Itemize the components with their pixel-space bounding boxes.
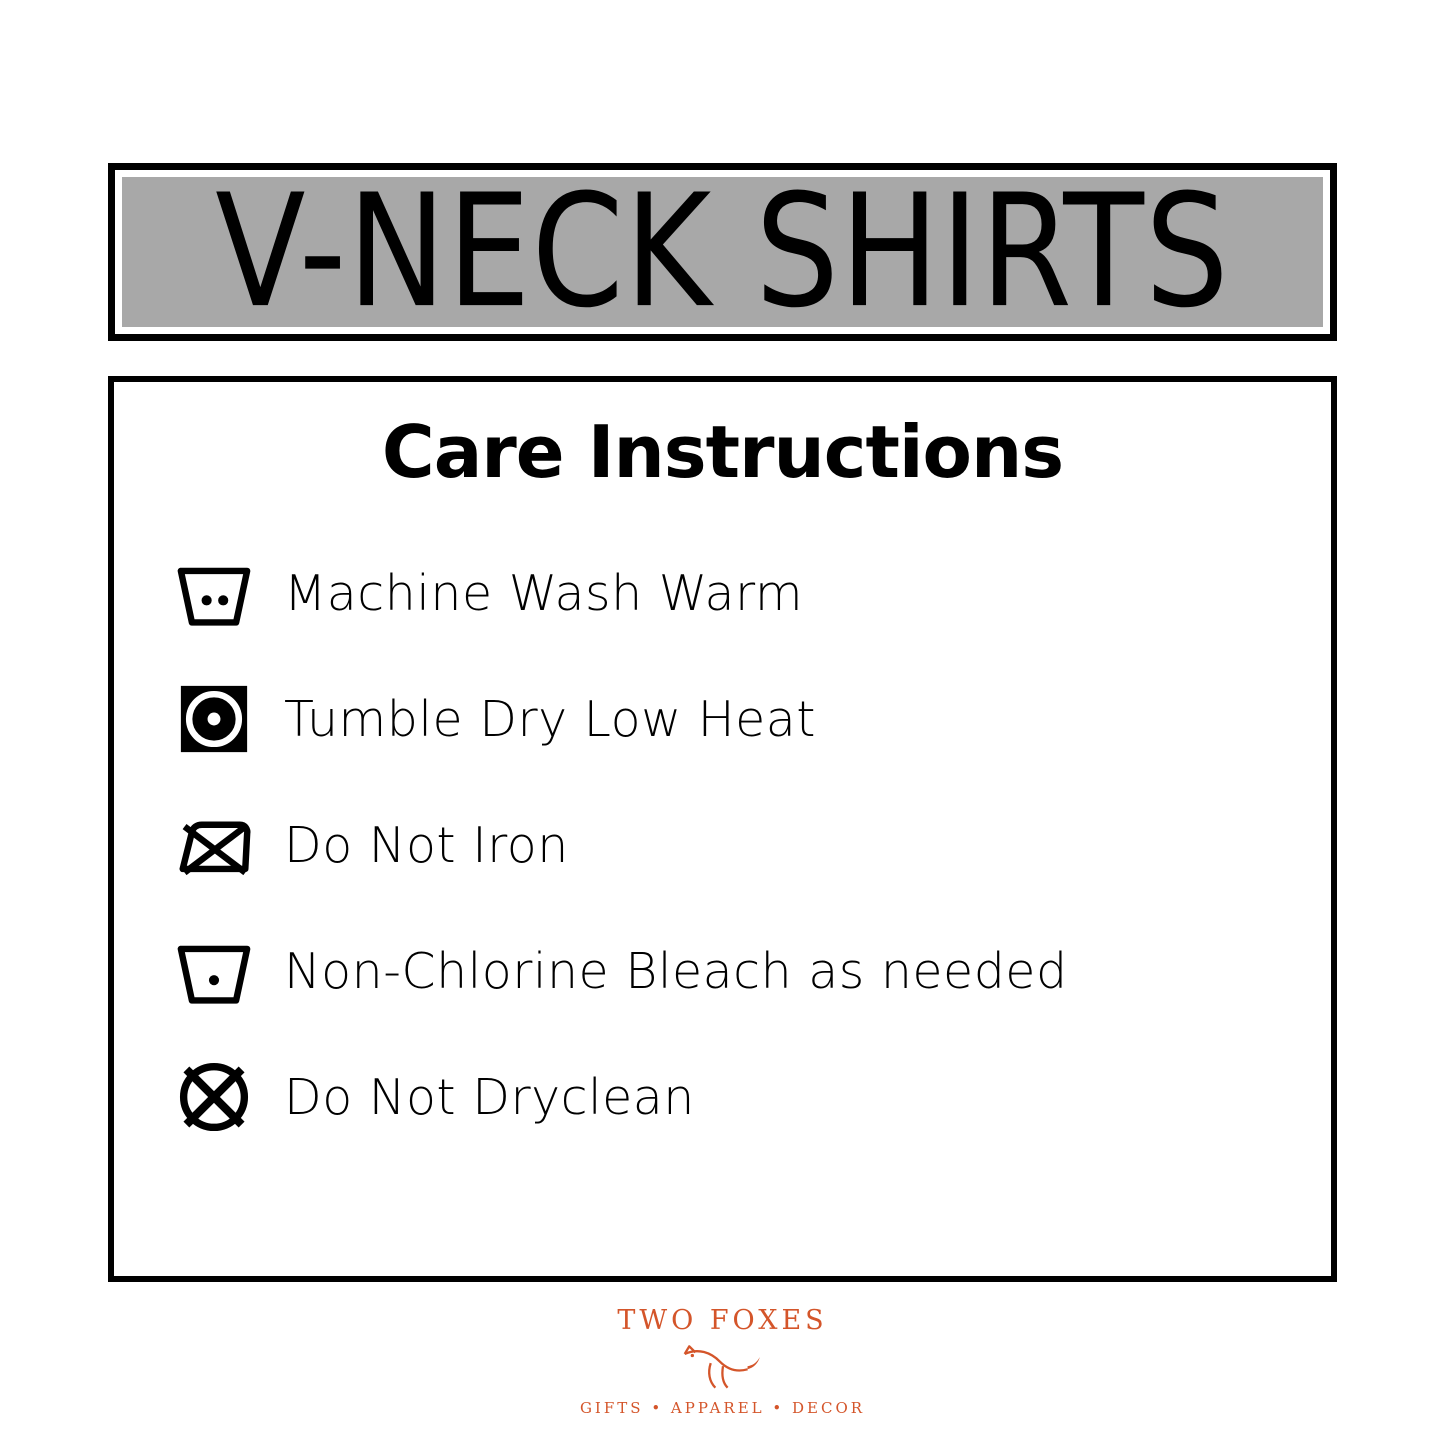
care-instructions-card [108, 376, 1337, 1282]
care-instructions-heading: Care Instructions [381, 410, 1064, 494]
title-banner [108, 163, 1337, 341]
list-item [114, 656, 1331, 782]
care-item-label: Non-Chlorine Bleach as needed [284, 942, 1068, 1000]
do-not-dryclean-icon [166, 1049, 262, 1145]
brand-tagline: GIFTS • APPAREL • DECOR [579, 1399, 866, 1417]
list-item [114, 908, 1331, 1034]
machine-wash-warm-icon [166, 545, 262, 641]
care-item-label: Do Not Dryclean [284, 1068, 695, 1126]
brand-name: TWO FOXES [617, 1305, 828, 1336]
care-item-label: Do Not Iron [284, 816, 569, 874]
list-item [114, 530, 1331, 656]
care-instructions-list [114, 530, 1331, 1160]
footer-logo [0, 1305, 1445, 1417]
tumble-dry-low-heat-icon [166, 671, 262, 767]
care-item-label: Machine Wash Warm [284, 564, 804, 622]
title-banner-fill [122, 161, 1323, 343]
list-item [114, 1034, 1331, 1160]
list-item [114, 782, 1331, 908]
do-not-iron-icon [166, 797, 262, 893]
page-title: V-NECK SHIRTS [215, 161, 1230, 343]
fox-icon [675, 1338, 771, 1396]
non-chlorine-bleach-icon [166, 923, 262, 1019]
care-item-label: Tumble Dry Low Heat [284, 690, 816, 748]
